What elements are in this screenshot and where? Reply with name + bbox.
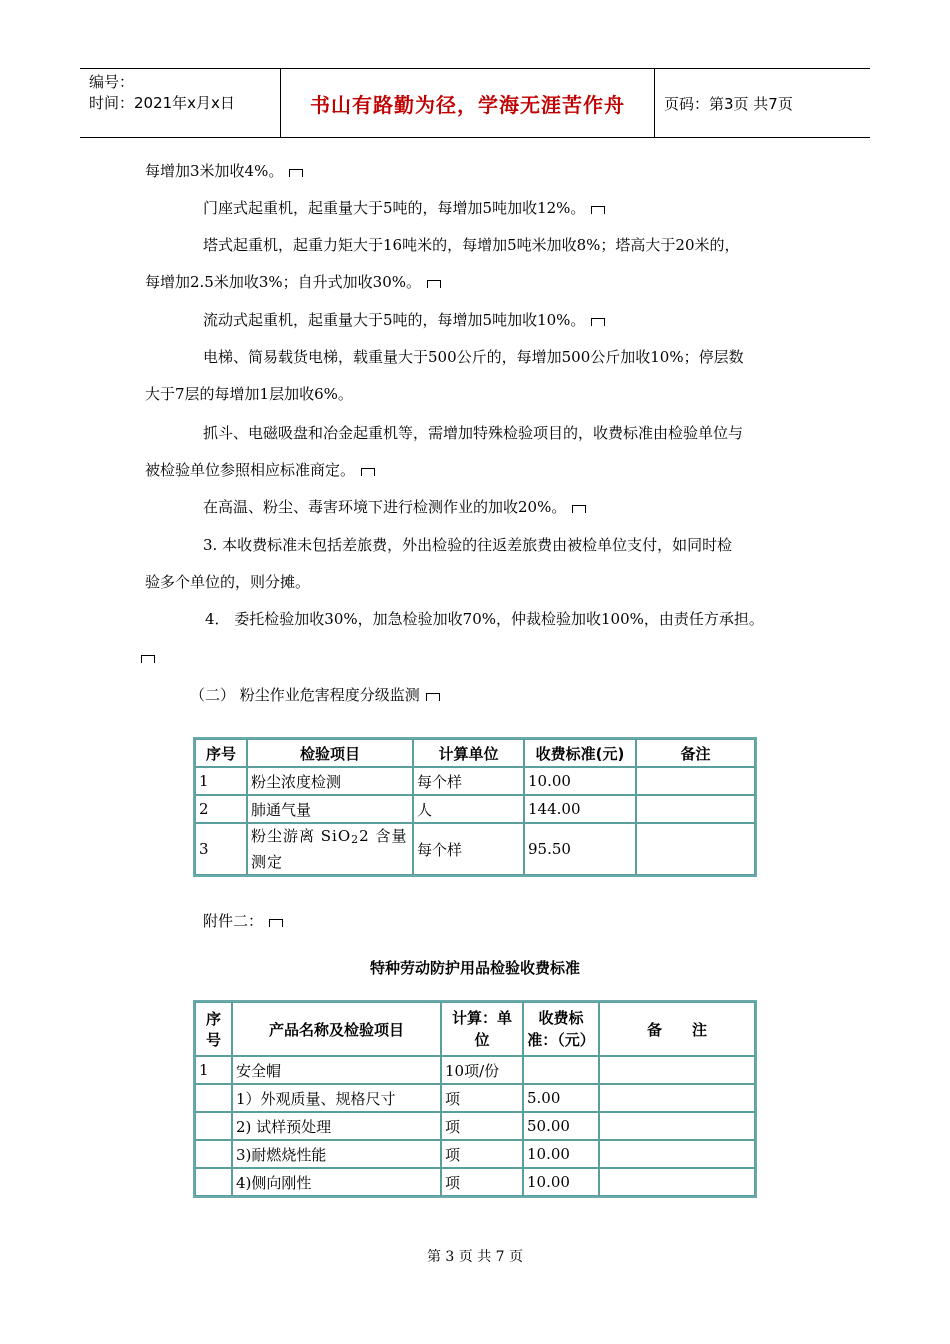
cell-note	[636, 795, 755, 823]
page-footer: 第 3 页 共 7 页	[426, 1249, 524, 1265]
table-row	[195, 1056, 755, 1084]
cell-note	[599, 1056, 755, 1084]
cell-note	[636, 767, 755, 795]
cell-no	[195, 1112, 232, 1140]
cell-unit: 项	[441, 1140, 523, 1168]
cell-fee: 10.00	[523, 1168, 599, 1196]
paragraph-mark-icon	[361, 468, 375, 476]
header-page-info: 页码：第3页 共7页	[664, 94, 793, 113]
column-header: 计算：单位	[441, 1002, 523, 1056]
cell-fee: 50.00	[523, 1112, 599, 1140]
number-label: 编号：	[89, 73, 135, 91]
cell-note	[636, 823, 755, 875]
date-label: 时间：2021年x月x日	[89, 94, 235, 112]
paragraph-mark-icon	[269, 919, 283, 927]
attachment-label: 附件二：	[203, 910, 283, 932]
cell-item: 安全帽	[232, 1056, 441, 1084]
column-header: 计算单位	[413, 739, 524, 767]
table-row	[195, 767, 755, 795]
paragraph: 每增加2.5米加收3%；自升式加收30%。	[145, 271, 441, 293]
column-header: 收费标准(元)	[524, 739, 636, 767]
paragraph: 被检验单位参照相应标准商定。	[145, 459, 375, 481]
cell-note	[599, 1168, 755, 1196]
paragraph: 抓斗、电磁吸盘和冶金起重机等，需增加特殊检验项目的，收费标准由检验单位与	[203, 424, 744, 442]
cell-no	[195, 1140, 232, 1168]
cell-note	[599, 1084, 755, 1112]
paragraph: 塔式起重机，起重力矩大于16吨米的，每增加5吨米加收8%；塔高大于20米的，	[203, 236, 740, 254]
column-header: 产品名称及检验项目	[232, 1002, 441, 1056]
cell-item: 粉尘游离 SiO22 含量测定	[247, 823, 413, 875]
column-header: 备 注	[599, 1002, 755, 1056]
column-header: 备注	[636, 739, 755, 767]
cell-unit: 项	[441, 1168, 523, 1196]
header-motto: 书山有路勤为径，学海无涯苦作舟	[280, 69, 655, 137]
table-row	[195, 1112, 755, 1140]
cell-unit: 10项/份	[441, 1056, 523, 1084]
cell-item: 1）外观质量、规格尺寸	[232, 1084, 441, 1112]
cell-fee: 5.00	[523, 1084, 599, 1112]
protective-equipment-table	[193, 1000, 757, 1198]
cell-fee: 144.00	[524, 795, 636, 823]
paragraph: 验多个单位的，则分摊。	[145, 573, 311, 591]
cell-no: 1	[195, 1056, 232, 1084]
paragraph-mark-icon	[426, 693, 440, 701]
dust-monitoring-table	[193, 737, 757, 877]
cell-fee: 95.50	[524, 823, 636, 875]
paragraph: 每增加3米加收4%。	[145, 160, 303, 182]
cell-note	[599, 1112, 755, 1140]
paragraph: 大于7层的每增加1层加收6%。	[145, 385, 353, 403]
table-header-row	[195, 739, 755, 767]
cell-item: 肺通气量	[247, 795, 413, 823]
header-meta	[80, 69, 280, 137]
column-header: 检验项目	[247, 739, 413, 767]
cell-unit: 每个样	[413, 823, 524, 875]
cell-item: 4)侧向刚性	[232, 1168, 441, 1196]
cell-unit: 人	[413, 795, 524, 823]
table-row	[195, 1084, 755, 1112]
table-row	[195, 1140, 755, 1168]
cell-item: 粉尘浓度检测	[247, 767, 413, 795]
paragraph-mark-icon	[591, 318, 605, 326]
paragraph-mark-icon	[572, 505, 586, 513]
table-row	[195, 823, 755, 875]
table-row	[195, 795, 755, 823]
paragraph-mark	[141, 646, 155, 668]
subscript: 2	[351, 833, 360, 846]
cell-item: 3)耐燃烧性能	[232, 1140, 441, 1168]
table-row	[195, 1168, 755, 1196]
column-header: 收费标准：（元）	[523, 1002, 599, 1056]
paragraph: 4． 委托检验加收30%，加急检验加收70%，仲裁检验加收100%，由责任方承担。	[205, 610, 764, 628]
column-header: 序号	[195, 1002, 232, 1056]
cell-fee	[523, 1056, 599, 1084]
cell-unit: 项	[441, 1112, 523, 1140]
paragraph-mark-icon	[591, 206, 605, 214]
table2-title: 特种劳动防护用品检验收费标准	[369, 959, 580, 977]
paragraph-mark-icon	[289, 169, 303, 177]
cell-fee: 10.00	[523, 1140, 599, 1168]
paragraph: 流动式起重机，起重量大于5吨的，每增加5吨加收10%。	[203, 309, 605, 331]
paragraph: 门座式起重机，起重量大于5吨的，每增加5吨加收12%。	[203, 197, 605, 219]
section-heading: （二） 粉尘作业危害程度分级监测	[190, 684, 440, 706]
cell-no	[195, 1084, 232, 1112]
paragraph: 3. 本收费标准未包括差旅费，外出检验的往返差旅费由被检单位支付，如同时检	[203, 536, 733, 554]
cell-no: 1	[195, 767, 247, 795]
cell-item: 2) 试样预处理	[232, 1112, 441, 1140]
table-header-row	[195, 1002, 755, 1056]
cell-unit: 项	[441, 1084, 523, 1112]
cell-note	[599, 1140, 755, 1168]
cell-unit: 每个样	[413, 767, 524, 795]
page-header	[80, 68, 870, 138]
paragraph-mark-icon	[427, 280, 441, 288]
cell-no: 2	[195, 795, 247, 823]
cell-fee: 10.00	[524, 767, 636, 795]
cell-no	[195, 1168, 232, 1196]
cell-no: 3	[195, 823, 247, 875]
column-header: 序号	[195, 739, 247, 767]
paragraph-mark-icon	[141, 655, 155, 663]
paragraph: 电梯、简易载货电梯，载重量大于500公斤的，每增加500公斤加收10%；停层数	[203, 348, 744, 366]
paragraph: 在高温、粉尘、毒害环境下进行检测作业的加收20%。	[203, 496, 586, 518]
